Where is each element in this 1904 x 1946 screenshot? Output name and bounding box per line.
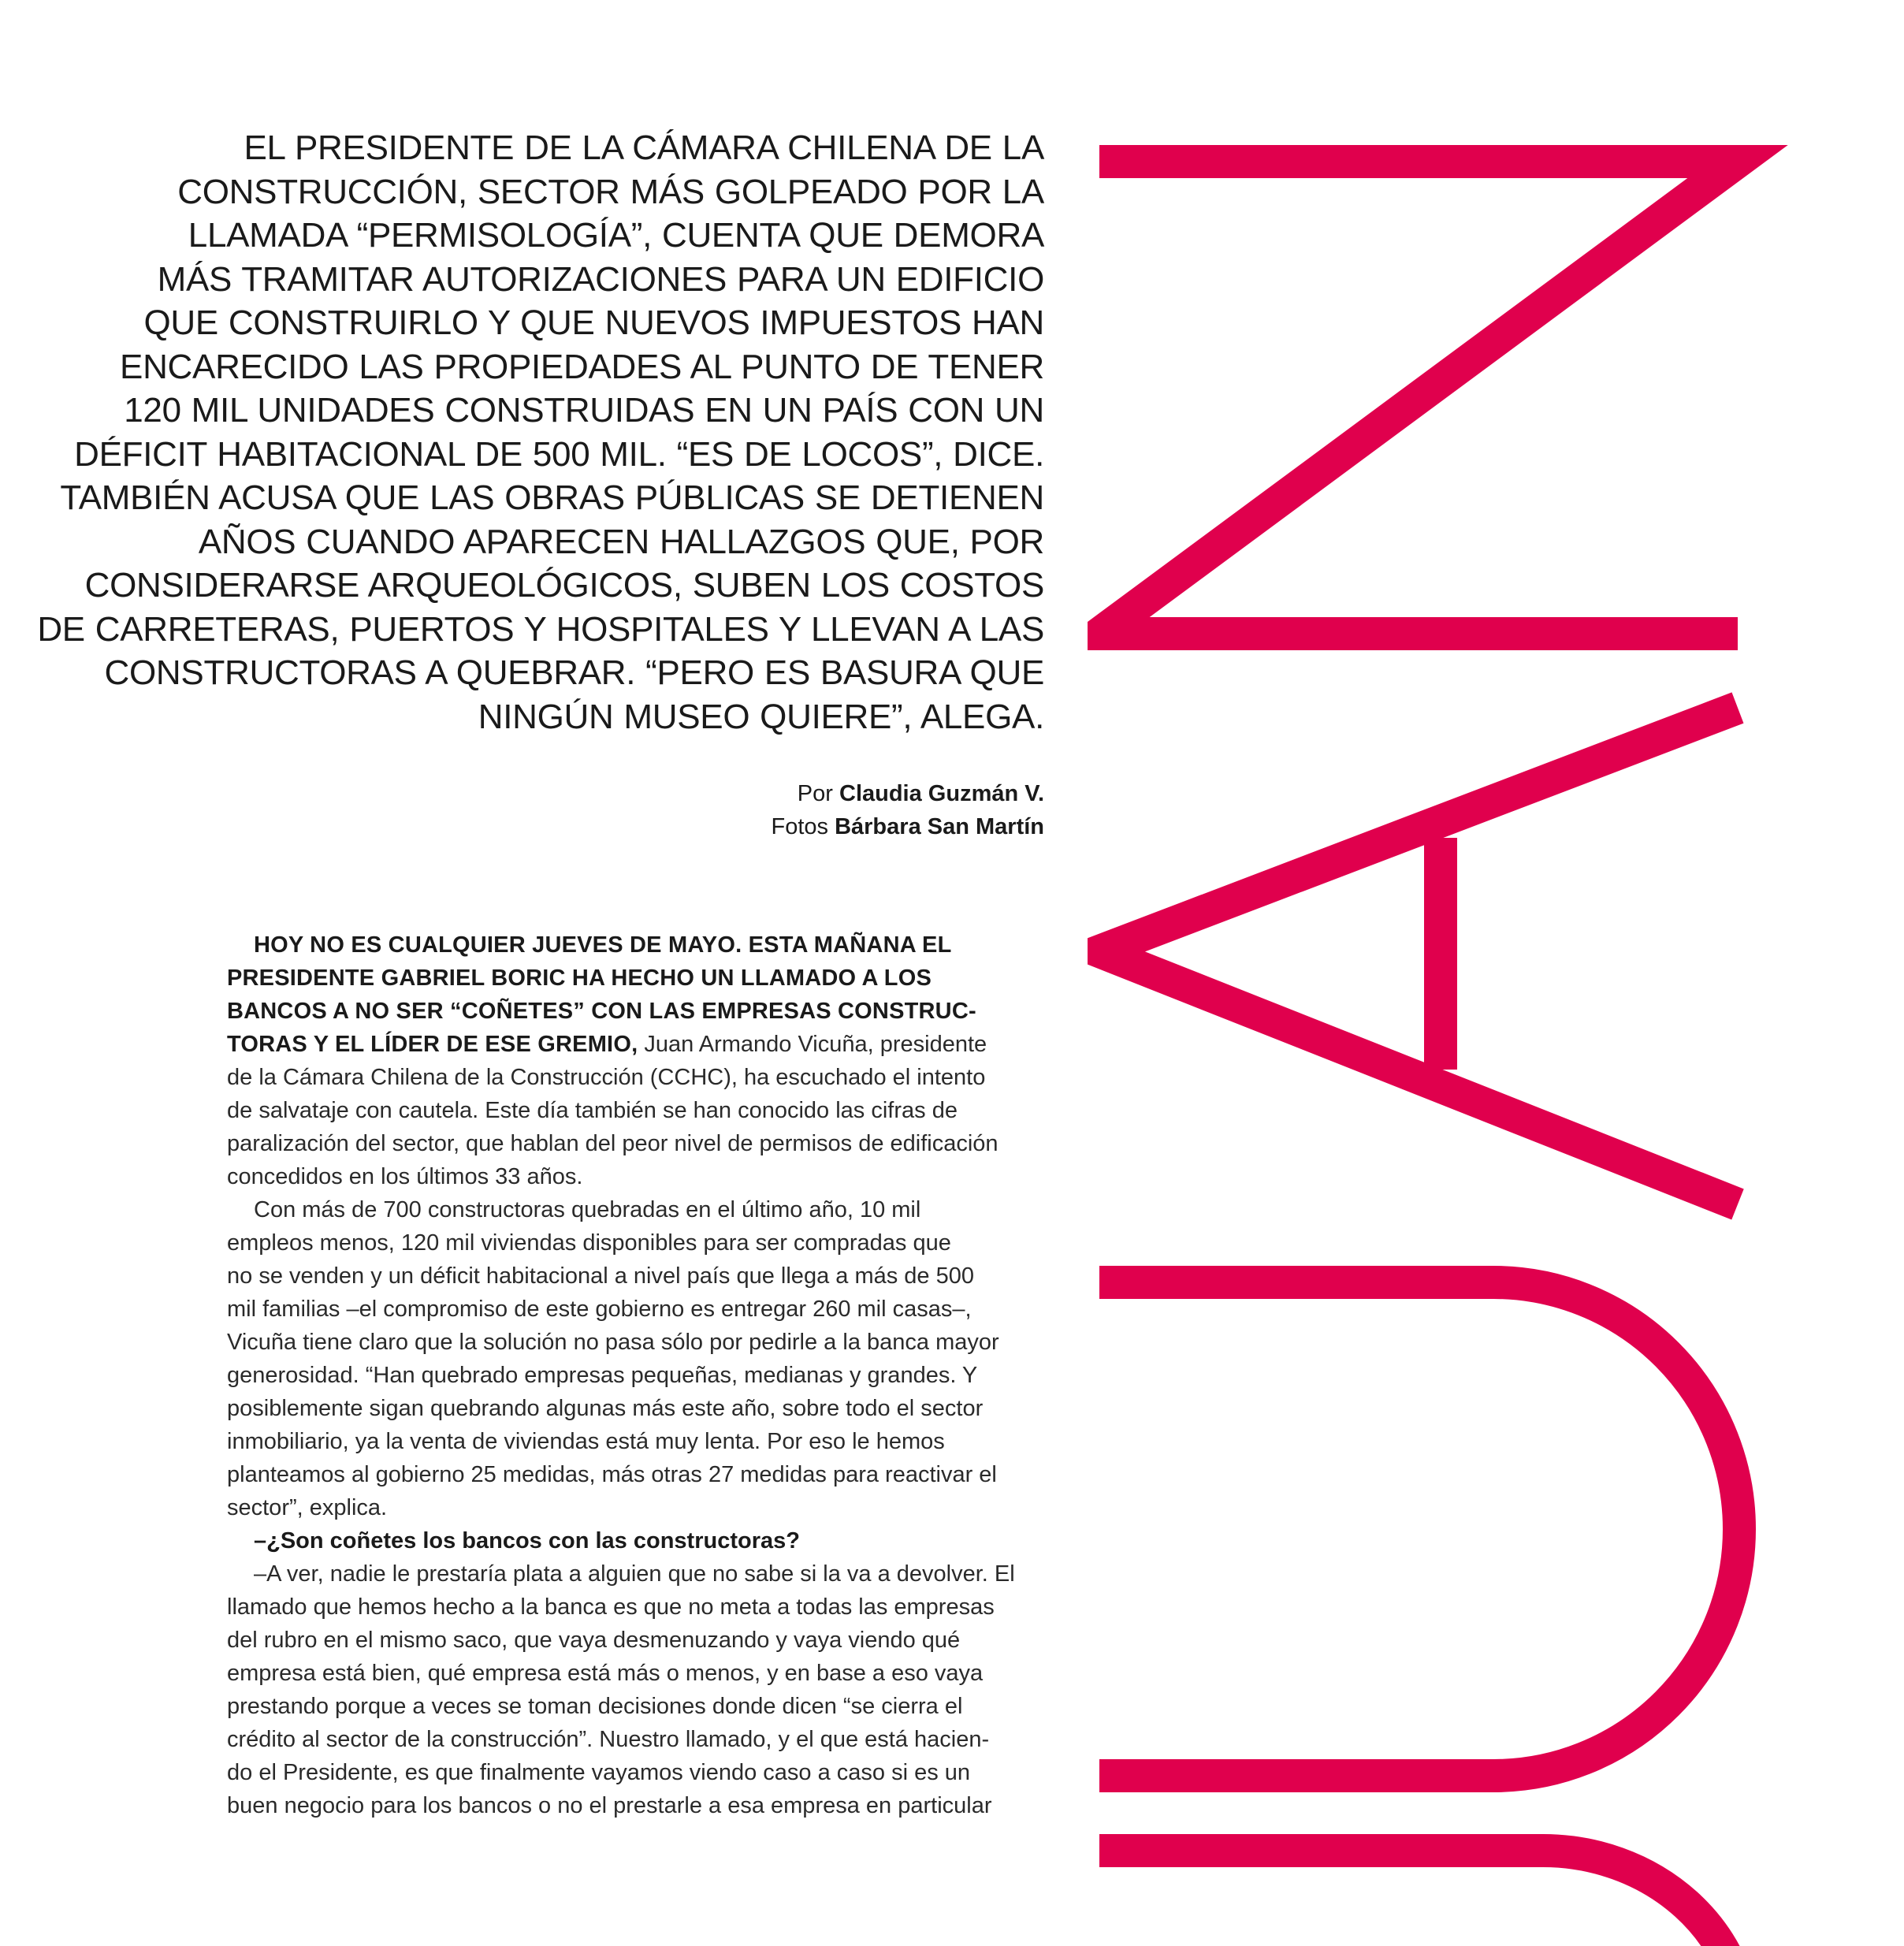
- body-line: Con más de 700 constructoras quebradas en el último año, 10 mil: [254, 1197, 921, 1222]
- deck-line: DÉFICIT HABITACIONAL DE 500 MIL. “ES DE LOCOS”, DICE.: [74, 434, 1044, 474]
- lead-fragment: TORAS Y EL LÍDER DE ESE GREMIO,: [227, 1032, 638, 1057]
- body-line: paralización del sector, que hablan del peor nivel de permisos de edificación: [227, 1131, 998, 1156]
- lead-tail: Juan Armando Vicuña, presidente: [638, 1032, 987, 1057]
- body-line: –A ver, nadie le prestaría plata a alguien que no sabe si la va a devolver. El: [254, 1561, 1015, 1587]
- deck-line: 120 MIL UNIDADES CONSTRUIDAS EN UN PAÍS CON UN: [124, 391, 1044, 430]
- letter-a: [1099, 708, 1738, 1204]
- body-line: inmobiliario, ya la venta de viviendas está muy lenta. Por eso le hemos: [227, 1429, 945, 1454]
- body-line: del rubro en el mismo saco, que vaya desmenuzando y vaya viendo qué: [227, 1628, 961, 1653]
- interview-question: –¿Son coñetes los bancos con las constructoras?: [254, 1528, 800, 1553]
- deck-line: LLAMADA “PERMISOLOGÍA”, CUENTA QUE DEMORA: [188, 216, 1044, 255]
- body-line: posiblemente sigan quebrando algunas más este año, sobre todo el sector: [227, 1396, 984, 1421]
- headline-juan: [1088, 126, 1904, 1946]
- photographer-name: Bárbara San Martín: [835, 814, 1044, 839]
- deck-line: CONSIDERARSE ARQUEOLÓGICOS, SUBEN LOS COSTOS: [84, 566, 1044, 605]
- body-line: generosidad. “Han quebrado empresas pequeñas, medianas y grandes. Y: [227, 1363, 978, 1388]
- deck-line: NINGÚN MUSEO QUIERE”, ALEGA.: [478, 697, 1044, 736]
- lead-line: PRESIDENTE GABRIEL BORIC HA HECHO UN LLAMADO A LOS: [227, 966, 932, 991]
- lead-line: BANCOS A NO SER “COÑETES” CON LAS EMPRESAS CONSTRUC-: [227, 999, 976, 1024]
- author-prefix: Por: [797, 781, 833, 806]
- lead-line-mixed: [227, 1028, 1062, 1061]
- deck-line: TAMBIÉN ACUSA QUE LAS OBRAS PÚBLICAS SE DETIENEN: [60, 478, 1044, 517]
- author-name: Claudia Guzmán V.: [839, 781, 1044, 806]
- body-line: sector”, explica.: [227, 1495, 388, 1520]
- body-line: crédito al sector de la construcción”. Nuestro llamado, y el que está hacien-: [227, 1727, 990, 1752]
- author-credit: [630, 777, 1044, 810]
- body-line: mil familias –el compromiso de este gobierno es entregar 260 mil casas–,: [227, 1297, 972, 1322]
- body-line: de salvataje con cautela. Este día también se han conocido las cifras de: [227, 1098, 958, 1123]
- body-line: planteamos al gobierno 25 medidas, más otras 27 medidas para reactivar el: [227, 1462, 997, 1487]
- body-line: Vicuña tiene claro que la solución no pasa sólo por pedirle a la banca mayor: [227, 1330, 999, 1355]
- letter-n: [1099, 162, 1738, 634]
- body-line: prestando porque a veces se toman decisiones donde dicen “se cierra el: [227, 1694, 963, 1719]
- body-line: do el Presidente, es que finalmente vayamos viendo caso a caso si es un: [227, 1760, 971, 1785]
- article-deck: [0, 126, 1044, 739]
- byline: [630, 777, 1044, 843]
- body-line: no se venden y un déficit habitacional a nivel país que llega a más de 500: [227, 1263, 974, 1289]
- deck-line: DE CARRETERAS, PUERTOS Y HOSPITALES Y LLEVAN A LAS: [37, 609, 1044, 649]
- deck-line: ENCARECIDO LAS PROPIEDADES AL PUNTO DE TENER: [120, 347, 1044, 386]
- body-line: empresa está bien, qué empresa está más o menos, y en base a eso vaya: [227, 1661, 984, 1686]
- body-line: empleos menos, 120 mil viviendas disponibles para ser compradas que: [227, 1230, 951, 1256]
- article-body: [227, 928, 1062, 1822]
- photos-prefix: Fotos: [771, 814, 829, 839]
- deck-line: EL PRESIDENTE DE LA CÁMARA CHILENA DE LA: [244, 128, 1044, 167]
- letter-u: [1099, 1282, 1739, 1776]
- deck-line: MÁS TRAMITAR AUTORIZACIONES PARA UN EDIFICIO: [157, 259, 1044, 299]
- deck-line: CONSTRUCCIÓN, SECTOR MÁS GOLPEADO POR LA: [177, 172, 1044, 211]
- body-line: buen negocio para los bancos o no el prestarle a esa empresa en particular: [227, 1793, 992, 1818]
- deck-line: AÑOS CUANDO APARECEN HALLAZGOS QUE, POR: [198, 522, 1044, 561]
- deck-line: QUE CONSTRUIRLO Y QUE NUEVOS IMPUESTOS HAN: [143, 303, 1044, 342]
- deck-line: CONSTRUCTORAS A QUEBRAR. “PERO ES BASURA QUE: [104, 653, 1044, 692]
- letter-j: [1099, 1851, 1746, 1946]
- body-line: concedidos en los últimos 33 años.: [227, 1164, 583, 1189]
- body-line: llamado que hemos hecho a la banca es que no meta a todas las empresas: [227, 1594, 995, 1620]
- body-line: de la Cámara Chilena de la Construcción (CCHC), ha escuchado el intento: [227, 1065, 986, 1090]
- lead-line: HOY NO ES CUALQUIER JUEVES DE MAYO. ESTA MAÑANA EL: [254, 932, 952, 958]
- photo-credit: [630, 810, 1044, 843]
